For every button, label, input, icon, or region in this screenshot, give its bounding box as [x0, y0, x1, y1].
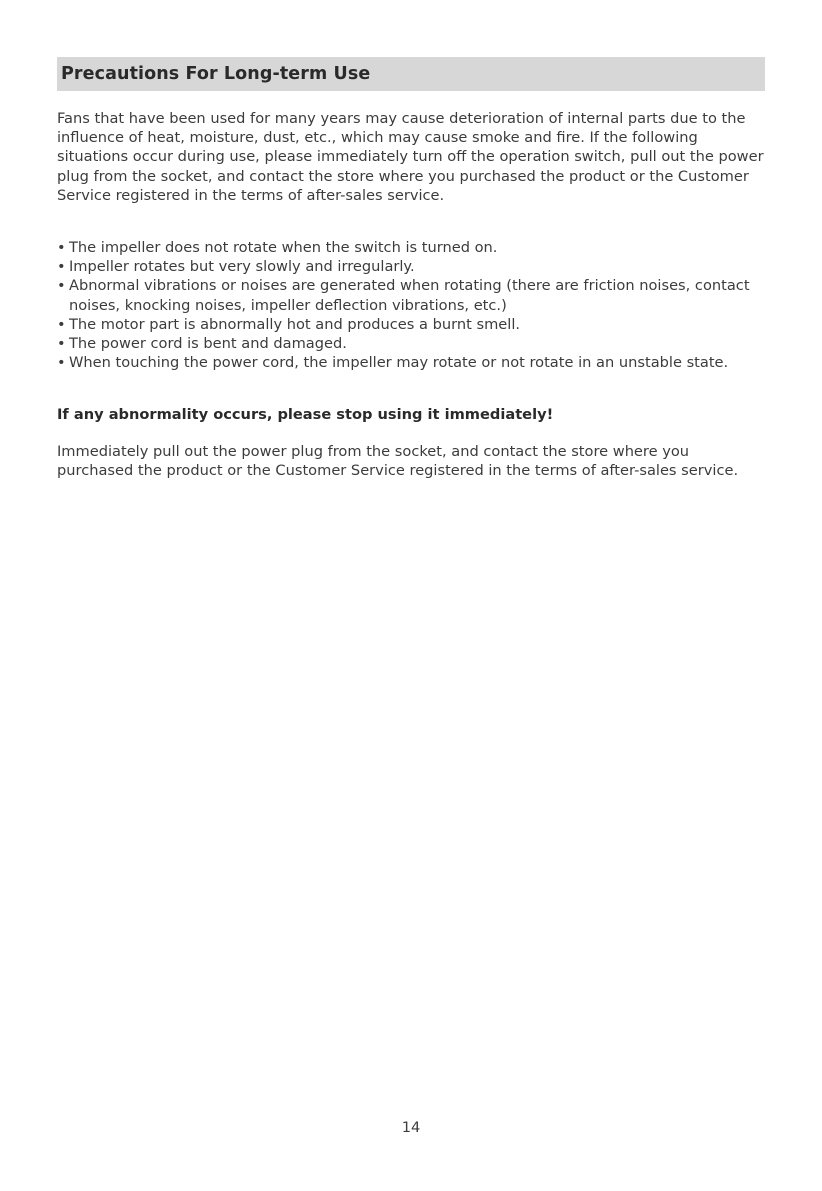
list-item: [57, 353, 767, 372]
list-item: [57, 257, 767, 276]
bullet-marker: •: [57, 335, 66, 353]
warning-text: If any abnormality occurs, please stop using it immediately!: [57, 406, 554, 423]
bullet-marker: •: [57, 258, 66, 276]
list-item-text: The motor part is abnormally hot and produces a burnt smell.: [69, 315, 521, 333]
list-item: [57, 334, 767, 353]
symptom-list: [57, 238, 767, 372]
list-item: [57, 276, 767, 314]
page-number: 14: [401, 1119, 421, 1136]
bullet-marker: •: [57, 239, 66, 256]
list-item: [57, 238, 767, 257]
intro-paragraph: Fans that have been used for many years may cause deterioration of internal parts due to the influence of heat, moisture, dust, etc., which may cause smoke and fire. If the following situations occur during use, please immediately turn off the operation switch, pull out the power plug from the socket, and contact the store where you purchased the product or the Customer Service registered in the terms of after-sales service.: [57, 110, 764, 204]
list-item-text: Impeller rotates but very slowly and irregularly.: [69, 258, 415, 276]
list-item: [57, 315, 767, 334]
section-heading-bar: [57, 57, 765, 91]
list-item-text: Abnormal vibrations or noises are generated when rotating (there are friction noises, contact noises, knocking noises, impeller deflection vibrations, etc.): [69, 277, 750, 314]
bullet-marker: •: [57, 277, 66, 295]
section-title: Precautions For Long-term Use: [61, 64, 371, 84]
bullet-marker: •: [57, 354, 66, 372]
list-item-text: The power cord is bent and damaged.: [69, 335, 347, 353]
closing-paragraph: Immediately pull out the power plug from the socket, and contact the store where you purchased the product or the Customer Service registered in the terms of after-sales service.: [57, 443, 739, 480]
list-item-text: When touching the power cord, the impeller may rotate or not rotate in an unstable state.: [69, 354, 729, 372]
list-item-text: The impeller does not rotate when the switch is turned on.: [69, 239, 498, 256]
bullet-marker: •: [57, 315, 66, 333]
